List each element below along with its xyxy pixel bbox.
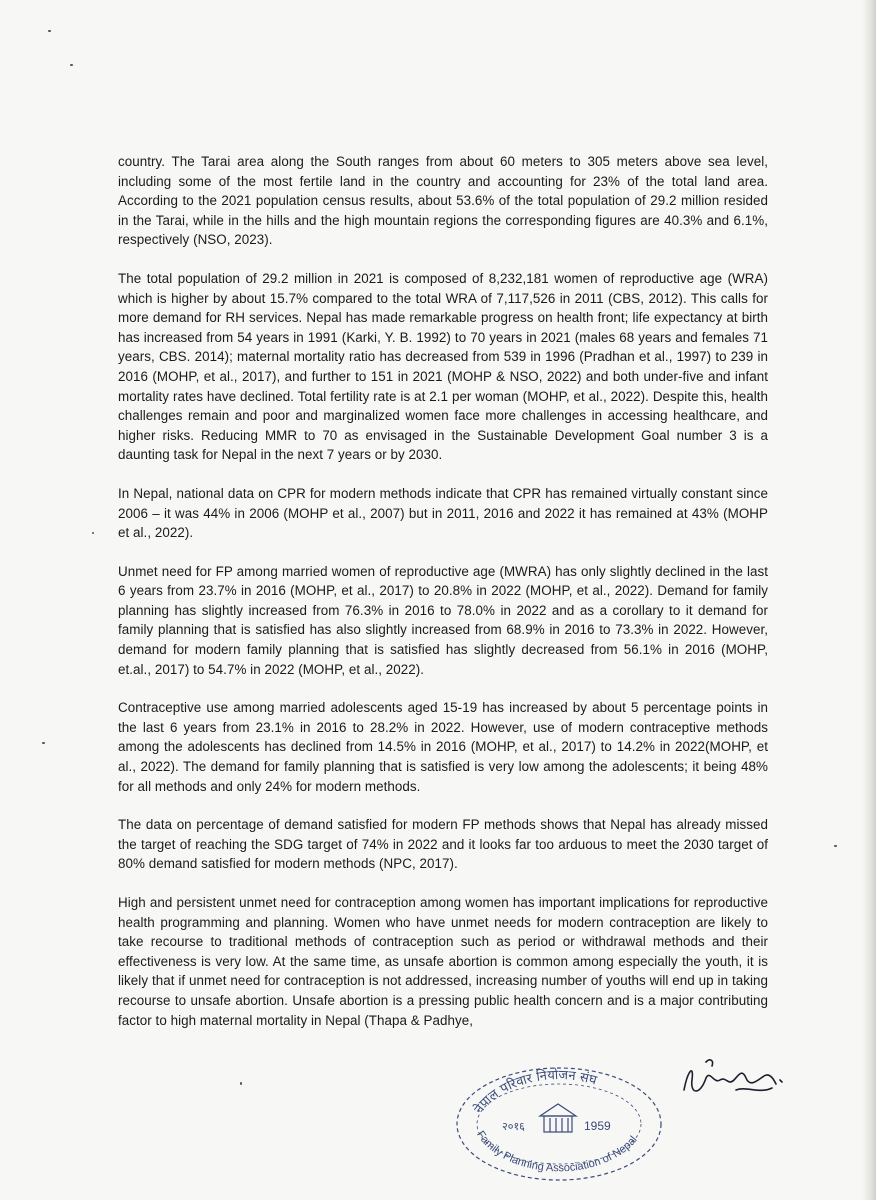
paragraph-geography: country. The Tarai area along the South ranges from about 60 meters to 305 meters above sea level, including some of the most fertile land in the country and accounting for 23% of the total land area. According to the 2021 population census results, about 53.6% of the total population of 29.2 million resided in the Tarai, while in the hills and the high mountain regions the corresponding figures are 40.3% and 6.1%, respectively (NSO, 2023).	[118, 154, 768, 248]
paragraph-sdg-target: The data on percentage of demand satisfied for modern FP methods shows that Nepal has already missed the target of reaching the SDG target of 74% in 2022 and it looks far too arduous to meet the 2030 target of 80% demand satisfied for modern methods (NPC, 2017).	[118, 817, 768, 872]
stamp-english-text: Family Planning Association of Nepal	[474, 1128, 640, 1175]
paragraph-unmet-need: Unmet need for FP among married women of reproductive age (MWRA) has only slightly declined in the last 6 years from 23.7% in 2016 (MOHP, et al., 2017) to 20.8% in 2022 (MOHP, et al., 2022). Demand for family planning has slightly increased from 76.3% in 2016 to 78.0% in 2022 and as a corollary to it demand for family planning that is satisfied has also slightly increased from 68.9% in 2016 to 73.3% in 2022. However, demand for modern family planning that is satisfied has slightly decreased from 56.1% in 2016 (MOHP, et.al., 2017) to 54.7% in 2022 (MOHP, et al., 2022).	[118, 563, 768, 677]
page-edge	[862, 0, 876, 1200]
stamp-year: 1959	[584, 1119, 611, 1133]
paragraph-population-health: The total population of 29.2 million in 2021 is composed of 8,232,181 women of reproductive age (WRA) which is higher by about 15.7% compared to the total WRA of 7,117,526 in 2011 (CBS, 2012). This calls for more demand for RH services. Nepal has made remarkable progress on health front; life expectancy at birth has increased from 54 years in 1991 (Karki, Y. B. 1992) to 70 years in 2021 (males 68 years and females 71 years, CBS. 2014); maternal mortality ratio has decreased from 539 in 1996 (Pradhan et al., 1997) to 239 in 2016 (MOHP, et al., 2017), and further to 151 in 2021 (MOHP & NSO, 2022) and both under-five and infant mortality rates have declined. Total fertility rate is at 2.1 per woman (MOHP, et al., 2022). Despite this, health challenges remain and poor and marginalized women face more challenges in accessing healthcare, and higher risks. Reducing MMR to 70 as envisaged in the Sustainable Development Goal number 3 is a daunting task for Nepal in the next 7 years or by 2030.	[118, 270, 768, 463]
scan-speck	[834, 845, 837, 847]
paragraph-cpr: In Nepal, national data on CPR for modern methods indicate that CPR has remained virtually constant since 2006 – it was 44% in 2006 (MOHP et al., 2007) but in 2011, 2016 and 2022 it has remained at 43% (MOHP et al., 2022).	[118, 485, 768, 541]
scan-speck	[70, 64, 73, 66]
scan-speck	[48, 30, 51, 32]
organisation-stamp	[452, 1052, 666, 1182]
scan-speck	[92, 532, 94, 534]
paragraph-adolescents: Contraceptive use among married adolescents aged 15-19 has increased by about 5 percentage points in the last 6 years from 23.1% in 2016 to 28.2% in 2022. However, use of modern contraceptive methods among the adolescents has declined from 14.5% in 2016 (MOHP, et al., 2017) to 14.2% in 2022(MOHP, et al., 2022). The demand for family planning that is satisfied is very low among the adolescents; it being 48% for all methods and only 24% for modern methods.	[118, 700, 768, 794]
document-body	[118, 152, 768, 1049]
stamp-nepali-text: नेपाल परिवार नियोजन संघ	[471, 1068, 599, 1117]
paragraph-implications: High and persistent unmet need for contraception among women has important implications for reproductive health programming and planning. Women who have unmet needs for modern contraception are likely to take recourse to traditional methods of contraception such as period or withdrawal methods and their effectiveness is very low. At the same time, as unsafe abortion is common among especially the youth, it is likely that if unmet need for contraception is not addressed, increasing number of youths will end up in taking recourse to unsafe abortion. Unsafe abortion is a pressing public health concern and is a major contributing factor to high maternal mortality in Nepal (Thapa & Padhye,	[118, 895, 768, 1028]
stamp-nepali-year: २०१६	[502, 1120, 525, 1133]
scan-speck	[42, 742, 45, 744]
house-emblem-icon	[540, 1104, 576, 1132]
signature	[676, 1050, 786, 1110]
scan-speck	[240, 1082, 242, 1085]
